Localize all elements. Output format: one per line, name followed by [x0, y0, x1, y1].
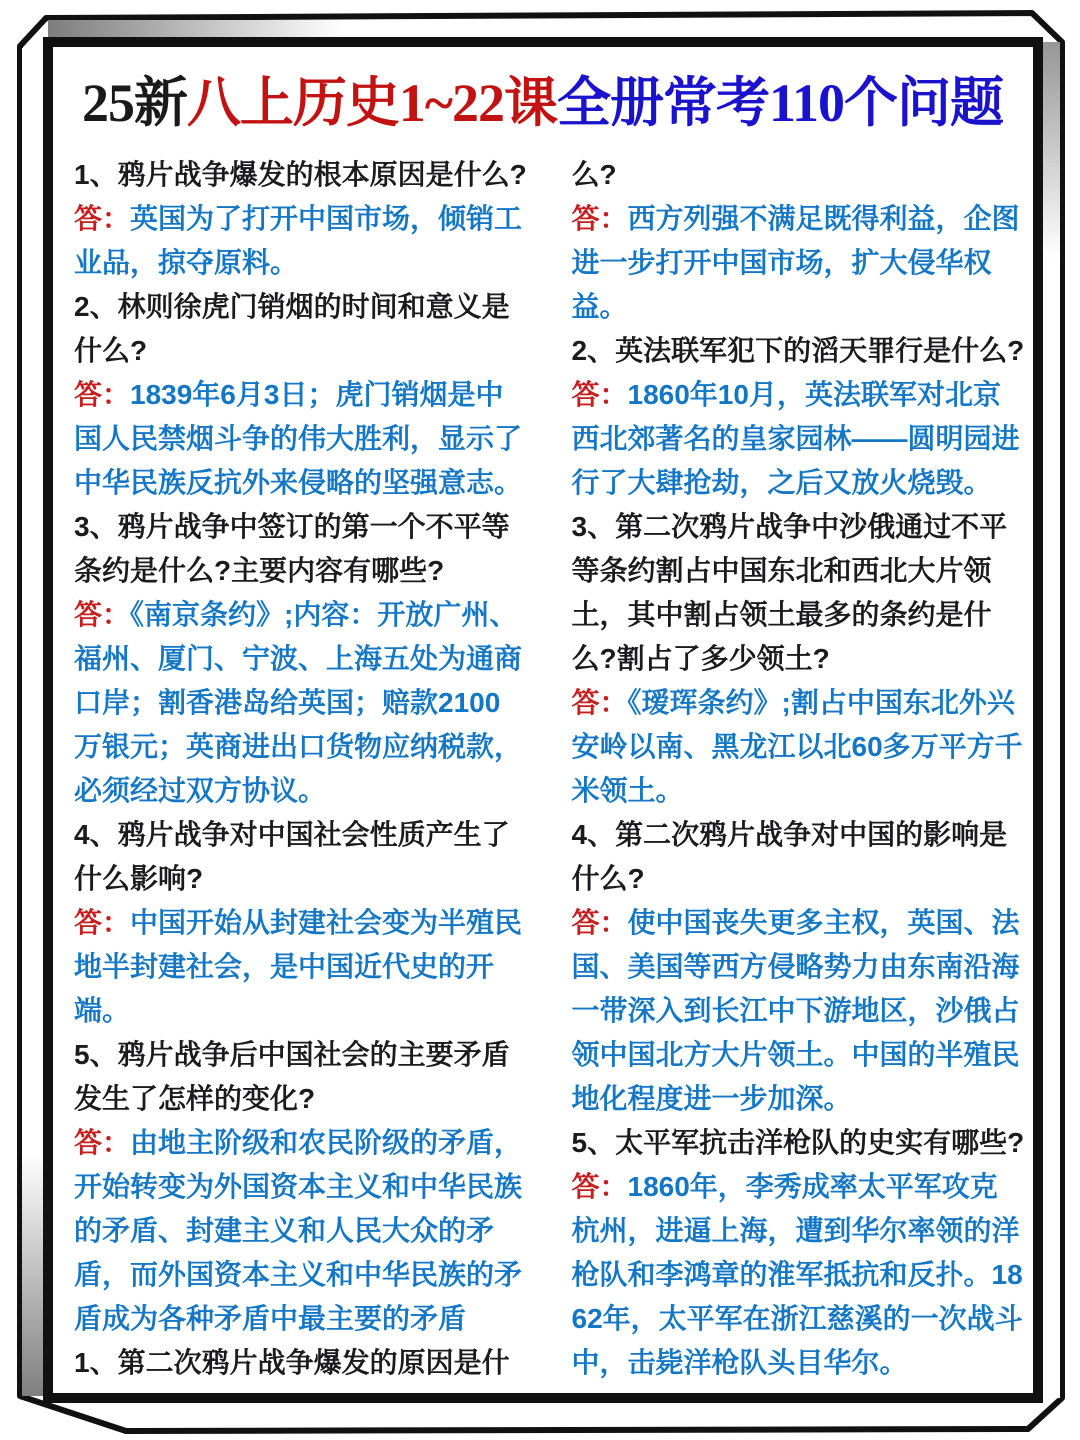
answer-text: 答：《南京条约》;内容：开放广州、福州、厦门、宁波、上海五处为通商口岸；割香港岛给英国；赔款2100万银元；英商进出口货物应纳税款，必须经过双方协议。	[74, 599, 523, 807]
question-text: 4、第二次鸦片战争对中国的影响是什么?	[571, 819, 1008, 895]
answer-label: 答：	[74, 907, 131, 939]
title-part-black: 25新	[81, 73, 187, 133]
answer-text: 答：1860年，李秀成率太平军攻克杭州，进逼上海，遭到华尔率领的洋枪队和李鸿章的淮军抵抗和反扑。1862年，太平军在浙江慈溪的一次战斗中，击毙洋枪队头目华尔。	[571, 1171, 1023, 1379]
answer-label: 答：	[571, 1171, 628, 1203]
answer-text: 答：1839年6月3日；虎门销烟是中国人民禁烟斗争的伟大胜利，显示了中华民族反抗外来侵略的坚强意志。	[74, 379, 523, 499]
answer-label: 答：	[74, 379, 131, 411]
left-column	[74, 153, 528, 1385]
question-text: 么?	[571, 159, 617, 191]
page-title	[60, 74, 1025, 133]
question-text: 2、林则徐虎门销烟的时间和意义是什么?	[74, 291, 510, 367]
answer-label: 答：	[571, 687, 628, 719]
answer-label: 答：	[571, 203, 628, 235]
question-text: 5、太平军抗击洋枪队的史实有哪些?	[571, 1127, 1025, 1159]
answer-label: 答：	[571, 379, 628, 411]
question-text: 3、第二次鸦片战争中沙俄通过不平等条约割占中国东北和西北大片领土，其中割占领土最多的条约是什么?割占了多少领土?	[571, 511, 1008, 675]
right-column	[572, 153, 1026, 1385]
answer-text: 答：使中国丧失更多主权，英国、法国、美国等西方侵略势力由东南沿海一带深入到长江中下游地区，沙俄占领中国北方大片领土。中国的半殖民地化程度进一步加深。	[571, 907, 1020, 1115]
question-text: 3、鸦片战争中签订的第一个不平等条约是什么?主要内容有哪些?	[74, 511, 510, 587]
answer-label: 答：	[74, 1127, 131, 1159]
answer-label: 答：	[571, 907, 628, 939]
question-text: 2、英法联军犯下的滔天罪行是什么?	[571, 335, 1025, 367]
answer-label: 答：	[74, 599, 131, 631]
answer-text: 答：1860年10月，英法联军对北京西北郊著名的皇家园林——圆明园进行了大肆抢劫，之后又放火烧毁。	[571, 379, 1020, 499]
answer-text: 答：《瑷珲条约》;割占中国东北外兴安岭以南、黑龙江以北60多万平方千米领土。	[571, 687, 1023, 807]
question-text: 1、第二次鸦片战争爆发的原因是什	[74, 1347, 510, 1379]
answer-text: 答：中国开始从封建社会变为半殖民地半封建社会，是中国近代史的开端。	[74, 907, 523, 1027]
qa-columns	[60, 153, 1025, 1385]
page-body	[60, 58, 1025, 1385]
question-text: 4、鸦片战争对中国社会性质产生了什么影响?	[74, 819, 510, 895]
title-part-red: 八上历史1~22课	[186, 73, 558, 133]
question-text: 5、鸦片战争后中国社会的主要矛盾发生了怎样的变化?	[74, 1039, 510, 1115]
title-part-blue: 全册常考110个问题	[557, 73, 1004, 133]
answer-text: 答：西方列强不满足既得利益，企图进一步打开中国市场，扩大侵华权益。	[571, 203, 1020, 323]
question-text: 1、鸦片战争爆发的根本原因是什么?	[74, 159, 527, 191]
answer-text: 答：英国为了打开中国市场，倾销工业品，掠夺原料。	[74, 203, 523, 279]
page-left-thickness	[22, 48, 46, 1396]
answer-text: 答：由地主阶级和农民阶级的矛盾，开始转变为外国资本主义和中华民族的矛盾、封建主义和人民大众的矛盾，而外国资本主义和中华民族的矛盾成为各种矛盾中最主要的矛盾	[74, 1127, 523, 1335]
answer-label: 答：	[74, 203, 131, 235]
